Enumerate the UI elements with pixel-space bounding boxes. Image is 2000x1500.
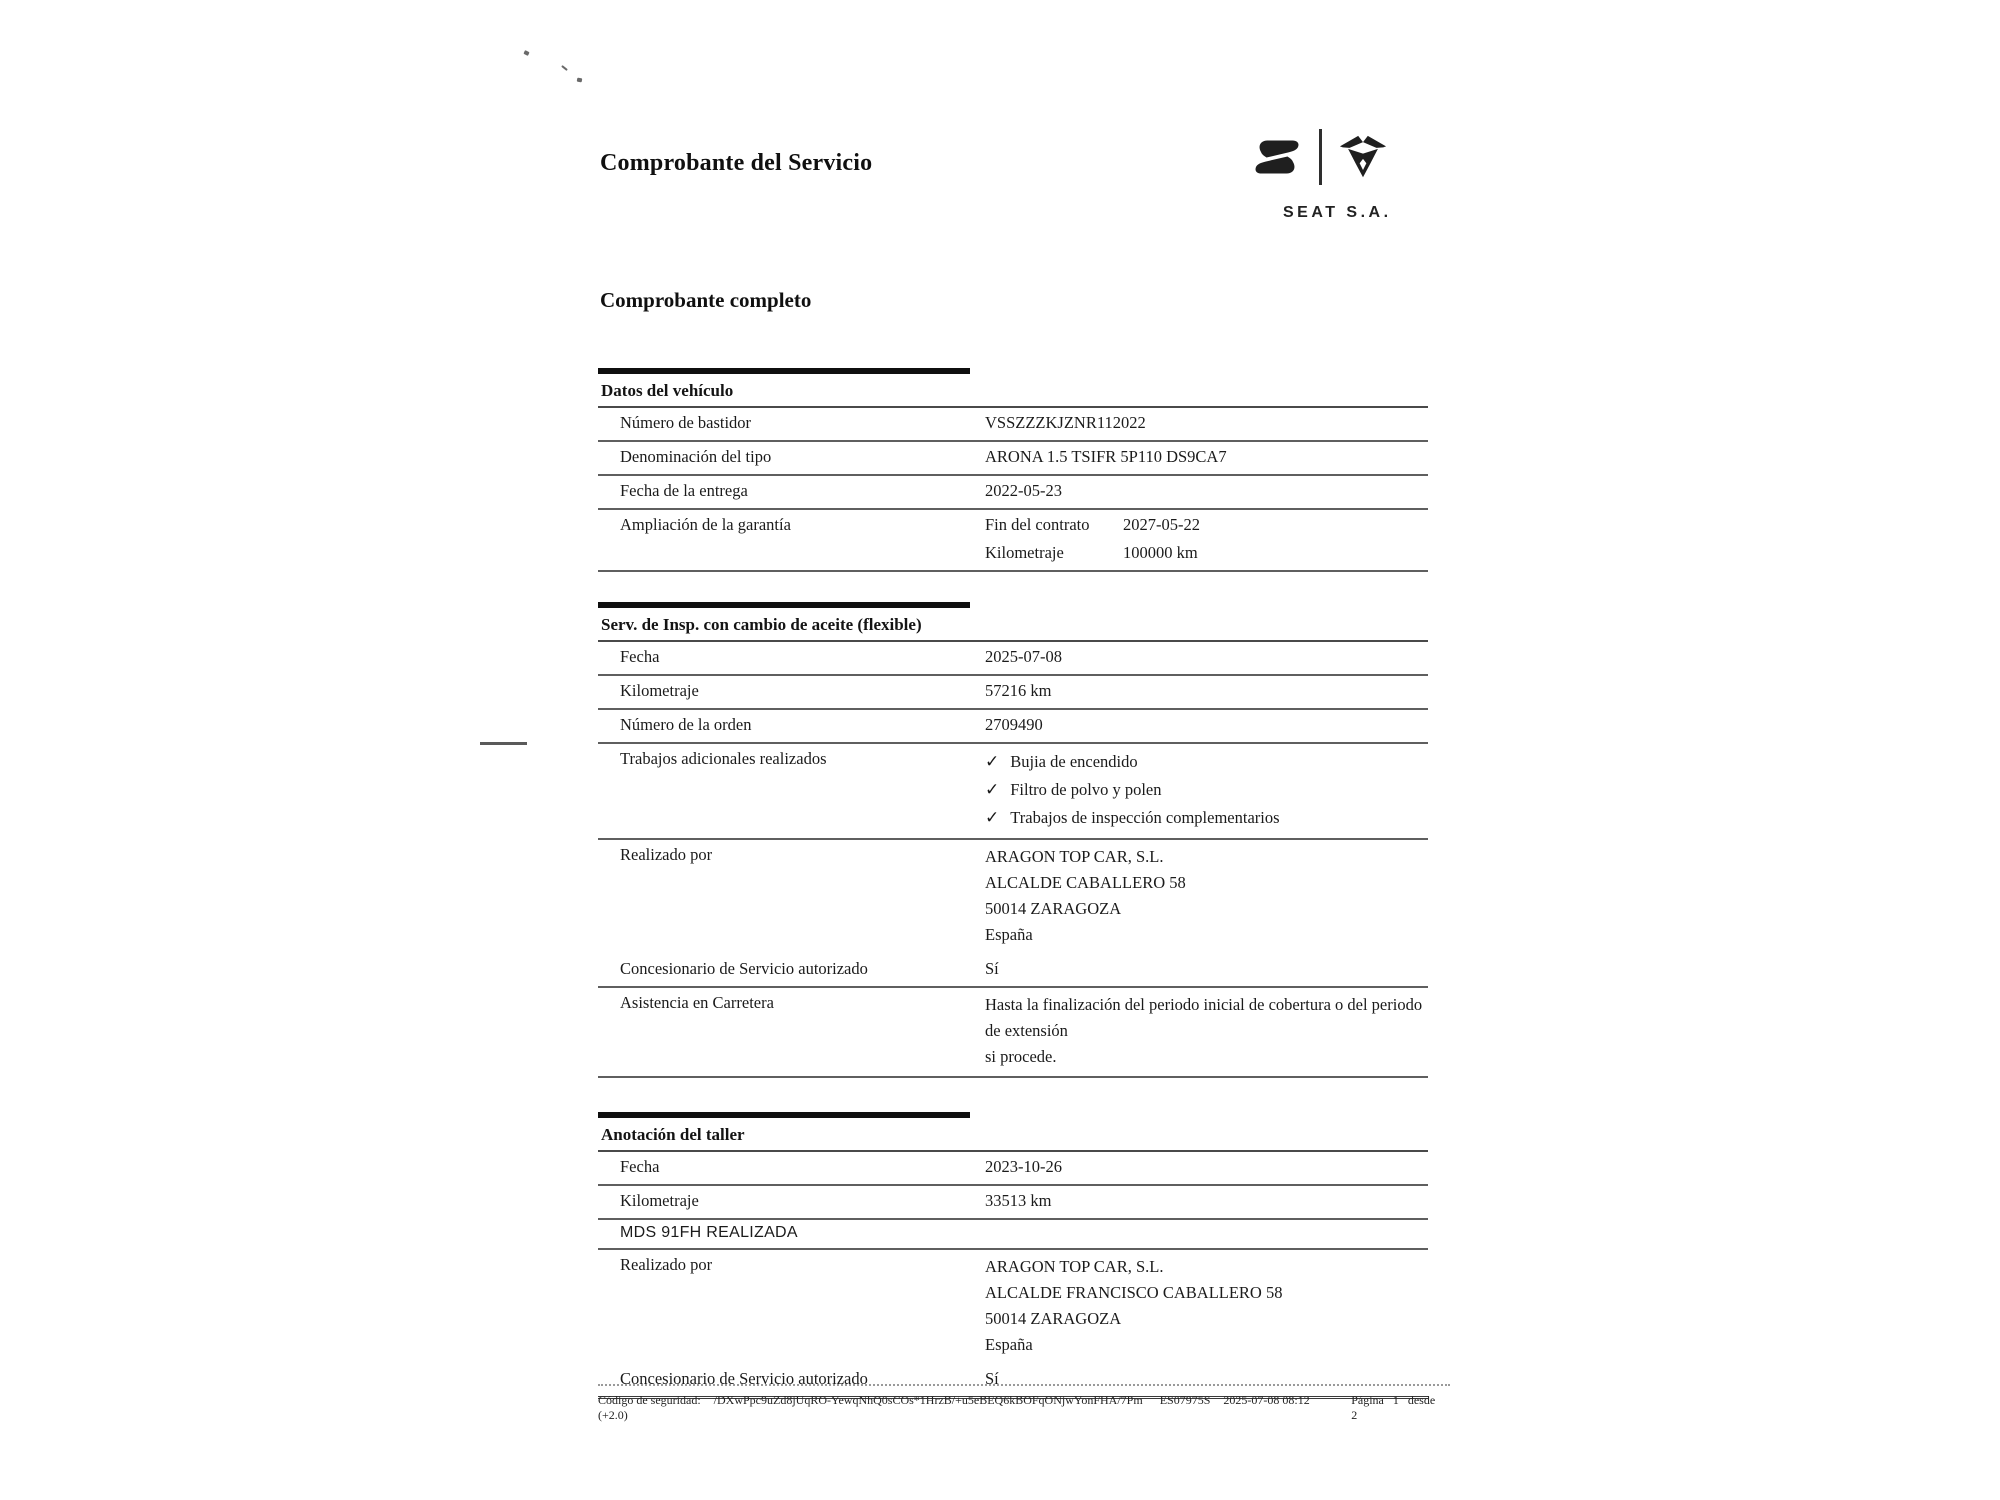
security-code-block — [598, 1393, 1351, 1423]
table-row-vin — [598, 408, 1428, 442]
row-label: Kilometraje — [620, 681, 699, 700]
security-code-value: /DXwPpc9uZd8jUqRO-YewqNhQ0sCOs*1HrzB/+u5eBEQ6kBOFqONjwYonFHA/7Pm — [713, 1393, 1143, 1407]
report-table — [598, 368, 1428, 1399]
document-subtitle: Comprobante completo — [600, 288, 812, 312]
cupra-logo-icon — [1338, 134, 1388, 180]
row-value: 2022-05-23 — [985, 481, 1062, 500]
table-row-service-date — [598, 642, 1428, 676]
row-value: 33513 km — [985, 1191, 1052, 1210]
scan-speck — [561, 65, 568, 71]
row-label: Número de la orden — [620, 715, 752, 734]
checkmark-icon: ✓ — [985, 780, 1000, 800]
table-row-delivery-date — [598, 476, 1428, 510]
row-value — [985, 514, 1428, 564]
section-title: Serv. de Insp. con cambio de aceite (flexible) — [598, 608, 1428, 642]
brand-block — [1253, 126, 1453, 222]
table-row-performed-by — [598, 1250, 1428, 1364]
security-code-label: Código de seguridad: — [598, 1393, 701, 1407]
row-value: 2709490 — [985, 715, 1043, 734]
sub-value: 100000 km — [1123, 543, 1198, 562]
table-row-authorized-dealer — [598, 954, 1428, 988]
row-label: Kilometraje — [620, 1191, 699, 1210]
address-line: ALCALDE CABALLERO 58 — [985, 873, 1186, 892]
section-title: Datos del vehículo — [598, 374, 1428, 408]
row-value: Sí — [985, 959, 999, 978]
sub-value: 2027-05-22 — [1123, 515, 1200, 534]
document-id: ES07975S — [1159, 1393, 1211, 1407]
row-value: Sí — [985, 1369, 999, 1388]
section-vehicle-data — [598, 368, 1428, 572]
check-item — [985, 748, 1428, 776]
margin-dash-mark — [480, 742, 527, 745]
row-label: Realizado por — [620, 845, 713, 864]
checkmark-icon: ✓ — [985, 808, 1000, 828]
row-value: ARONA 1.5 TSIFR 5P110 DS9CA7 — [985, 447, 1227, 466]
logo-divider — [1319, 129, 1322, 185]
section-workshop-note — [598, 1112, 1428, 1399]
row-value: 2025-07-08 — [985, 647, 1062, 666]
page-title: Comprobante del Servicio — [600, 150, 873, 176]
seat-logo-icon — [1253, 136, 1301, 178]
section-title: Anotación del taller — [598, 1118, 1428, 1152]
logo-row — [1253, 126, 1453, 188]
address-line: 50014 ZARAGOZA — [985, 899, 1122, 918]
check-item-label: Trabajos de inspección complementarios — [1010, 808, 1280, 827]
table-row-order-number — [598, 710, 1428, 744]
check-item-label: Filtro de polvo y polen — [1010, 780, 1162, 799]
text-line: Hasta la finalización del periodo inicial de cobertura o del periodo de extensión — [985, 995, 1423, 1040]
table-row-type — [598, 442, 1428, 476]
check-item — [985, 804, 1428, 832]
address-line: ARAGON TOP CAR, S.L. — [985, 847, 1164, 866]
row-value — [985, 1254, 1428, 1358]
check-item-label: Bujia de encendido — [1010, 752, 1138, 771]
row-label: Fecha — [620, 647, 660, 666]
address-line: ARAGON TOP CAR, S.L. — [985, 1257, 1164, 1276]
table-row-additional-works — [598, 744, 1428, 840]
row-label: Ampliación de la garantía — [620, 515, 791, 534]
scan-speck — [577, 78, 583, 83]
brand-name: SEAT S.A. — [1283, 204, 1392, 221]
row-value: VSSZZZKJZNR112022 — [985, 413, 1146, 432]
row-value: 57216 km — [985, 681, 1052, 700]
table-row-workshop-mileage — [598, 1186, 1428, 1220]
warranty-mileage — [985, 542, 1428, 564]
row-label: Trabajos adicionales realizados — [620, 749, 827, 768]
address-line: España — [985, 1335, 1033, 1354]
row-value — [985, 992, 1428, 1070]
print-timestamp: 2025-07-08 08:12 (+2.0) — [598, 1393, 1310, 1422]
table-row-performed-by — [598, 840, 1428, 954]
scan-speck — [523, 50, 529, 56]
sub-label: Kilometraje — [985, 543, 1064, 562]
row-label: Realizado por — [620, 1255, 713, 1274]
table-row-workshop-note — [598, 1220, 1428, 1250]
table-row-warranty-extension — [598, 510, 1428, 572]
row-label: Fecha — [620, 1157, 660, 1176]
table-row-roadside-assistance — [598, 988, 1428, 1078]
page-number: Página 1 desde 2 — [1351, 1393, 1436, 1422]
row-label: Concesionario de Servicio autorizado — [620, 1369, 868, 1388]
checkmark-icon: ✓ — [985, 752, 1000, 772]
table-row-service-mileage — [598, 676, 1428, 710]
address-line: 50014 ZARAGOZA — [985, 1309, 1122, 1328]
row-label: Concesionario de Servicio autorizado — [620, 959, 868, 978]
address-line: ALCALDE FRANCISCO CABALLERO 58 — [985, 1283, 1283, 1302]
row-value: 2023-10-26 — [985, 1157, 1062, 1176]
workshop-note-text: MDS 91FH REALIZADA — [620, 1224, 798, 1241]
address-line: España — [985, 925, 1033, 944]
sub-label: Fin del contrato — [985, 515, 1090, 534]
warranty-contract-end — [985, 514, 1428, 536]
row-value — [985, 748, 1428, 832]
check-item — [985, 776, 1428, 804]
row-value — [985, 844, 1428, 948]
text-line: si procede. — [985, 1047, 1057, 1066]
section-inspection-service — [598, 602, 1428, 1078]
row-label: Asistencia en Carretera — [620, 993, 774, 1012]
row-label: Denominación del tipo — [620, 447, 772, 466]
row-label: Número de bastidor — [620, 413, 752, 432]
page-footer — [598, 1384, 1450, 1423]
row-label: Fecha de la entrega — [620, 481, 748, 500]
table-row-workshop-date — [598, 1152, 1428, 1186]
